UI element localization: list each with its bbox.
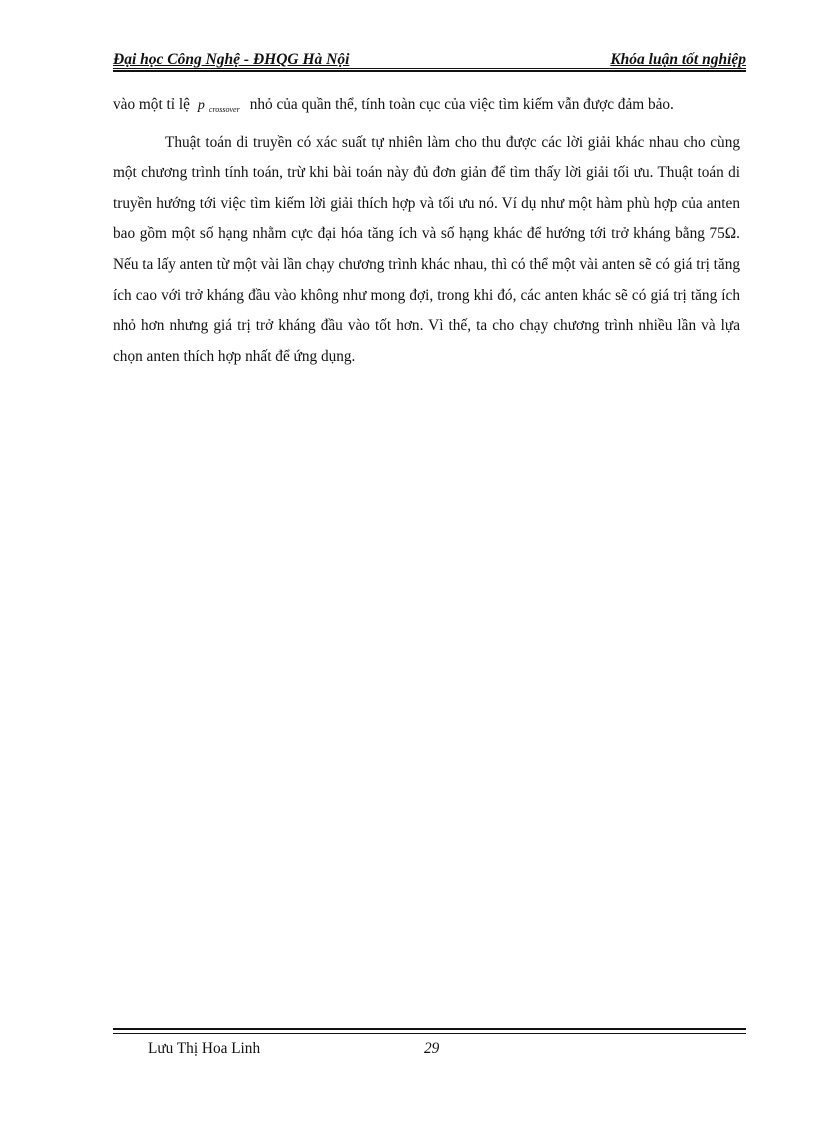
paragraph-1-before: vào một tỉ lệ — [113, 96, 190, 113]
paragraph-2: Thuật toán di truyền có xác suất tự nhiên làm cho thu được các lời giải khác nhau cho cùng một chương trình tính toán, trừ khi bài toán này đủ đơn giản để tìm thấy lời giải tối ưu. Thuật toán di truyền hướng tới việc tìm kiếm lời giải thích hợp và tối ưu nó. Ví dụ như một hàm phù hợp của anten bao gồm một số hạng nhằm cực đại hóa tăng ích và số hạng khác để hướng tới trở kháng bằng 75Ω. Nếu ta lấy anten từ một vài lần chạy chương trình khác nhau, thì có thể một vài anten sẽ có giá trị tăng ích cao với trở kháng đầu vào không như mong đợi, trong khi đó, các anten khác sẽ có giá trị tăng ích nhỏ hơn nhưng giá trị trở kháng đầu vào tốt hơn. Vì thế, ta cho chạy chương trình nhiều lần và lựa chọn anten thích hợp nhất để ứng dụng. — [113, 133, 741, 365]
header-university: Đại học Công Nghệ - ĐHQG Hà Nội — [113, 51, 350, 68]
footer-author: Lưu Thị Hoa Linh — [148, 1040, 261, 1057]
math-subscript-crossover: crossover — [208, 105, 240, 114]
page-header — [113, 50, 746, 70]
page-number: 29 — [424, 1040, 440, 1057]
footer-divider — [113, 1028, 746, 1034]
paragraph-1 — [113, 90, 740, 126]
paragraph-1-after: nhỏ của quần thể, tính toàn cục của việc tìm kiếm vẫn được đảm bảo. — [249, 96, 674, 113]
header-thesis-title: Khóa luận tốt nghiệp — [610, 51, 746, 68]
header-divider — [113, 68, 746, 72]
math-variable-p: p — [197, 98, 205, 113]
body-text — [113, 90, 740, 372]
